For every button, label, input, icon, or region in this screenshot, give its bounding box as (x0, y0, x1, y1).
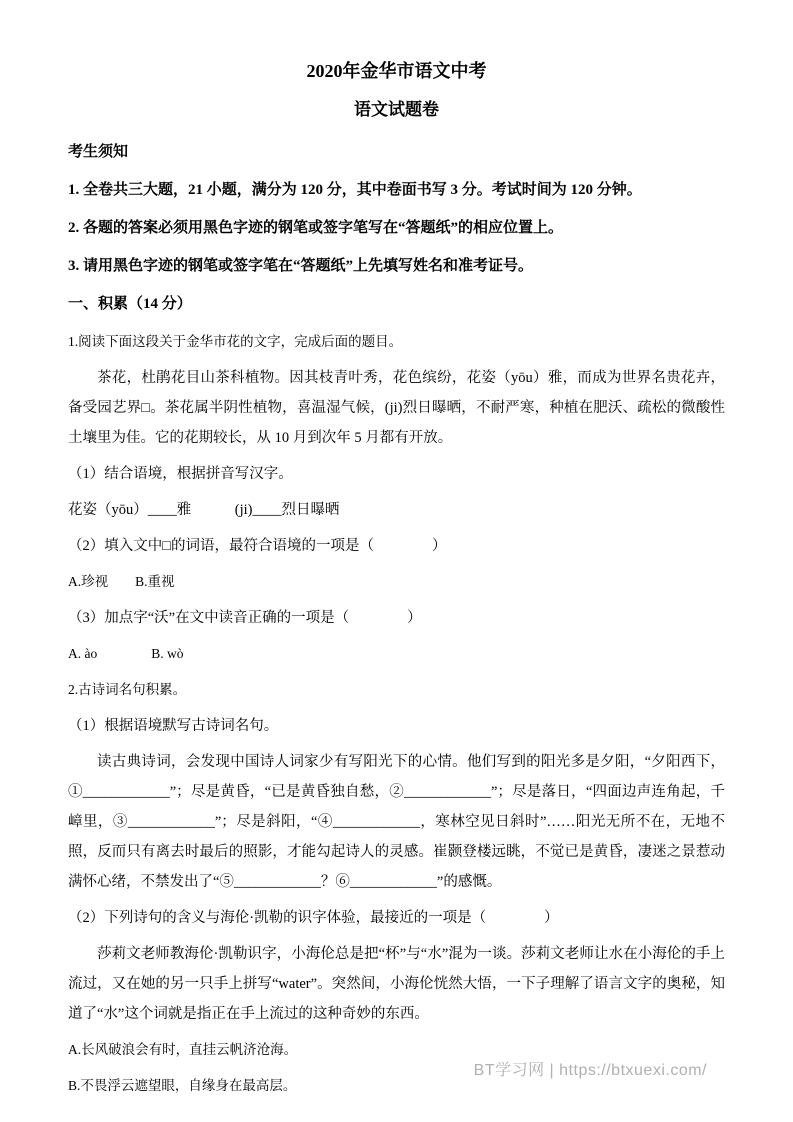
notice-item-3: 3. 请用黑色字迹的钢笔或签字笔在“答题纸”上先填写姓名和准考证号。 (68, 257, 534, 274)
q1-sub3-options: A. ào B. wò (68, 645, 184, 661)
q2-option-a: A.长风破浪会有时，直挂云帆济沧海。 (68, 1041, 298, 1057)
q2-poem-passage: 读古典诗词，会发现中国诗人词家少有写阳光下的心情。他们写到的阳光多是夕阳，“夕阳西下，①____________”；尽是黄昏，“已是黄昏独自愁，②____________”；尽是落日，“四面边声连角起，千嶂里，③____________”；尽是斜阳，“④____________，寒林空见日斜时”……阳光无所不在，无地不照，反而只有离去时最后的照影，才能勾起诗人的灵感。崔颢登楼远眺，不觉已是黄昏，凄迷之景惹动满怀心绪，不禁发出了“⑤____________？⑥____________”的感慨。 (68, 753, 725, 890)
q1-stem: 1.阅读下面这段关于金华市花的文字，完成后面的题目。 (68, 333, 403, 349)
notice-item-1: 1. 全卷共三大题，21 小题，满分为 120 分，其中卷面书写 3 分。考试时间为 120 分钟。 (68, 181, 642, 198)
q1-sub3-stem: （3）加点字“沃”在文中读音正确的一项是（ ） (68, 609, 422, 626)
q2-sub2-stem: （2）下列诗句的含义与海伦·凯勒的识字体验，最接近的一项是（ ） (68, 909, 559, 926)
q2-option-b: B.不畏浮云遮望眼，自缘身在最高层。 (68, 1077, 297, 1093)
notice-heading: 考生须知 (68, 143, 129, 160)
site-watermark: BT学习网 | https://btxuexi.com/ (473, 1062, 707, 1079)
q2-sub1-stem: （1）根据语境默写古诗词名句。 (68, 717, 279, 734)
q2-stem: 2.古诗词名句积累。 (68, 681, 187, 697)
q1-sub1-blanks: 花姿（yōu）____雅 (ji)____烈日曝晒 (68, 501, 340, 518)
page-title: 2020年金华市语文中考 (306, 61, 487, 81)
q1-sub2-options: A.珍视 B.重视 (68, 573, 175, 589)
q2-sub2-passage: 莎莉文老师教海伦·凯勒识字，小海伦总是把“杯”与“水”混为一谈。莎莉文老师让水在小海伦的手上流过，又在她的另一只手上拼写“water”。突然间，小海伦恍然大悟，一下子理解了语言文字的奥秘，知道了“水”这个词就是指正在手上流过的这种奇妙的东西。 (68, 945, 725, 1022)
q1-sub2-stem: （2）填入文中□的词语，最符合语境的一项是（ ） (68, 537, 447, 554)
q1-passage: 茶花，杜鹃花目山茶科植物。因其枝青叶秀，花色缤纷，花姿（yōu）雅，而成为世界名贵花卉，备受园艺界□。茶花属半阴性植物，喜温湿气候，(ji)烈日曝晒，不耐严寒，种植在肥沃、疏松的微酸性土壤里为佳。它的花期较长，从 10 月到次年 5 月都有开放。 (68, 369, 725, 446)
page-subtitle: 语文试题卷 (354, 100, 439, 119)
notice-item-2: 2. 各题的答案必须用黑色字迹的钢笔或签字笔写在“答题纸”的相应位置上。 (68, 219, 564, 236)
section1-heading: 一、积累（14 分） (68, 295, 192, 312)
q1-sub1-stem: （1）结合语境，根据拼音写汉字。 (68, 465, 293, 482)
